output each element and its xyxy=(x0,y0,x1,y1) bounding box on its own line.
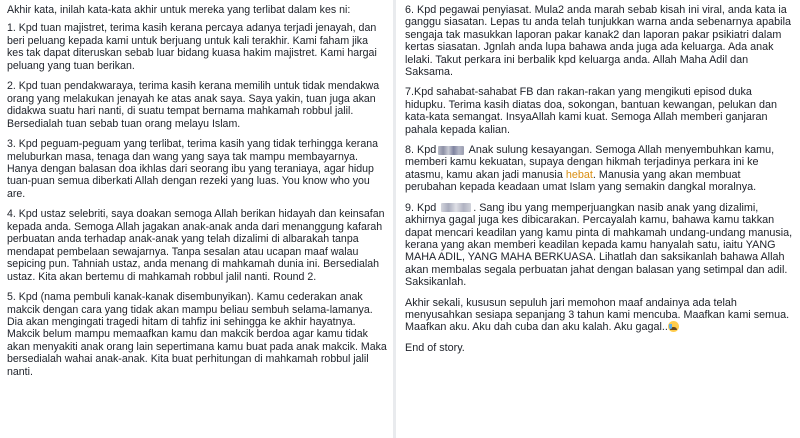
paragraph-3: 3. Kpd peguam-peguam yang terlibat, terima kasih yang tidak terhingga kerana meluburkan masa, tenaga dan wang yang saya tak mampu membayarnya. Hanya dengan balasan doa ikhlas dari seorang ibu yang teraniaya, agar hidup tuan-puan semua diberkati Allah dengan rezeki yang luas. You know who you are. xyxy=(7,138,379,200)
paragraph-8-body: Anak sulung kesayangan. Semoga Allah menyembuhkan kamu, memberi kamu kekuatan, supaya dengan hikmah terjadinya perkara ini ke atasmu, kamu akan jadi manusia xyxy=(405,144,775,181)
blurred-name xyxy=(441,203,471,212)
end-of-story: End of story. xyxy=(405,341,465,354)
paragraph-8 xyxy=(405,144,794,194)
post-text-right xyxy=(396,0,800,354)
paragraph-9-prefix: 9. Kpd xyxy=(405,201,437,214)
paragraph-8-tail: . Manusia yang akan membuat perubahan kepada keadaan umat Islam yang semakin dangkal moralnya. xyxy=(405,168,757,194)
paragraph-2: 2. Kpd tuan pendakwaraya, terima kasih kerana memilih untuk tidak mendakwa orang yang melakukan jenayah ke atas anak saya. Saya yakin, tuan juga akan didakwa suatu hari nanti, di suatu tempat bernama mahkamah robbul jalil. Bersedialah tuan sebab tuan orang melayu Islam. xyxy=(7,80,380,130)
paragraph-8-prefix: 8. Kpd xyxy=(405,144,437,157)
post-column-left xyxy=(0,0,393,438)
closing-text: Akhir sekali, kususun sepuluh jari memohon maaf andainya ada telah menyusahkan sesiapa sepanjang 3 tahun kami mencuba. Maafkan kami semua. Maafkan aku. Aku dah cuba dan aku kalah. Aku gagal.. xyxy=(405,296,790,334)
paragraph-9 xyxy=(405,202,794,289)
post-intro: Akhir kata, inilah kata-kata akhir untuk mereka yang terlibat dalam kes ni: xyxy=(7,4,351,16)
post-text-left xyxy=(0,0,393,378)
highlighted-word: hebat xyxy=(565,168,593,181)
crying-face-icon xyxy=(668,321,679,332)
blurred-name xyxy=(438,146,464,155)
post-column-right xyxy=(396,0,800,438)
paragraph-6: 6. Kpd pegawai penyiasat. Mula2 anda marah sebab kisah ini viral, anda kata ia ganggu siasatan. Lepas tu anda telah tunjukkan warna anda sebenarnya apabila sengaja tak masukkan laporan pakar kanak2 dan laporan pakar psikiatri dalam kertas siasatan. Jgnlah anda lupa bahawa anda juga ada keluarga. Ada anak lelaki. Takut perkara ini berbalik kpd keluarga anda. Allah Maha Adil dan Saksama. xyxy=(405,4,791,79)
paragraph-1: 1. Kpd tuan majistret, terima kasih kerana percaya adanya terjadi jenayah, dan beri peluang kepada kami untuk berjuang untuk kali terakhir. Kami faham jika kes tak dapat diteruskan sebab luar bidang kuasa hakim majistret. Kami hargai peluang yang tuan berikan. xyxy=(7,22,377,72)
paragraph-7: 7.Kpd sahabat-sahabat FB dan rakan-rakan yang mengikuti episod duka hidupku. Terima kasih diatas doa, sokongan, bantuan kewangan, pelukan dan kata-kata semangat. InsyaAllah kami kuat. Semoga Allah memberi ganjaran pahala kepada kalian. xyxy=(405,86,777,136)
paragraph-4: 4. Kpd ustaz selebriti, saya doakan semoga Allah berikan hidayah dan keinsafan kepada anda. Semoga Allah jagakan anak-anak anda dari menanggung kafarah perbuatan anda terhadap anak-anak yang telah dizalimi di albarakah tanpa mendapat pembelaan sewajarnya. Tanpa sesalan atau ucapan maaf walau sepicing pun. Tahniah ustaz, anda menang di mahkamah dunia ini. Bersedialah ustaz. Kita akan bertemu di mahkamah robbul jalil nanti. Round 2. xyxy=(7,208,385,283)
paragraph-closing xyxy=(405,297,794,334)
paragraph-9-body: . Sang ibu yang memperjuangkan nasib anak yang dizalimi, akhirnya gagal juga kes dibicarakan. Percayalah kamu, bahawa kamu takkan dapat mencari keadilan yang kamu pinta di mahkamah undang-undang manusia, kerana yang akan memberi keadilan kepada kamu hanyalah satu, iaitu YANG MAHA ADIL, YANG MAHA BERKUASA. Lihatlah dan saksikanlah bahawa Allah akan membalas segala perbuatan jahat dengan balasan yang setimpal dan adil. Saksikanlah. xyxy=(405,201,793,289)
paragraph-5: 5. Kpd (nama pembuli kanak-kanak disembunyikan). Kamu cederakan anak makcik dengan cara yang tidak akan mampu beliau sembuh selama-lamanya. Dia akan mengingati tragedi hitam di tahfiz ini sehingga ke akhir hayatnya. Makcik belum mampu memaafkan kamu dan makcik berdoa agar kamu tidak akan menyakiti anak orang lain sepertimana kamu buat pada anak makcik. Maka bersedialah wahai anak-anak. Kita buat perhitungan di mahkamah robbul jalil nanti. xyxy=(7,291,387,378)
